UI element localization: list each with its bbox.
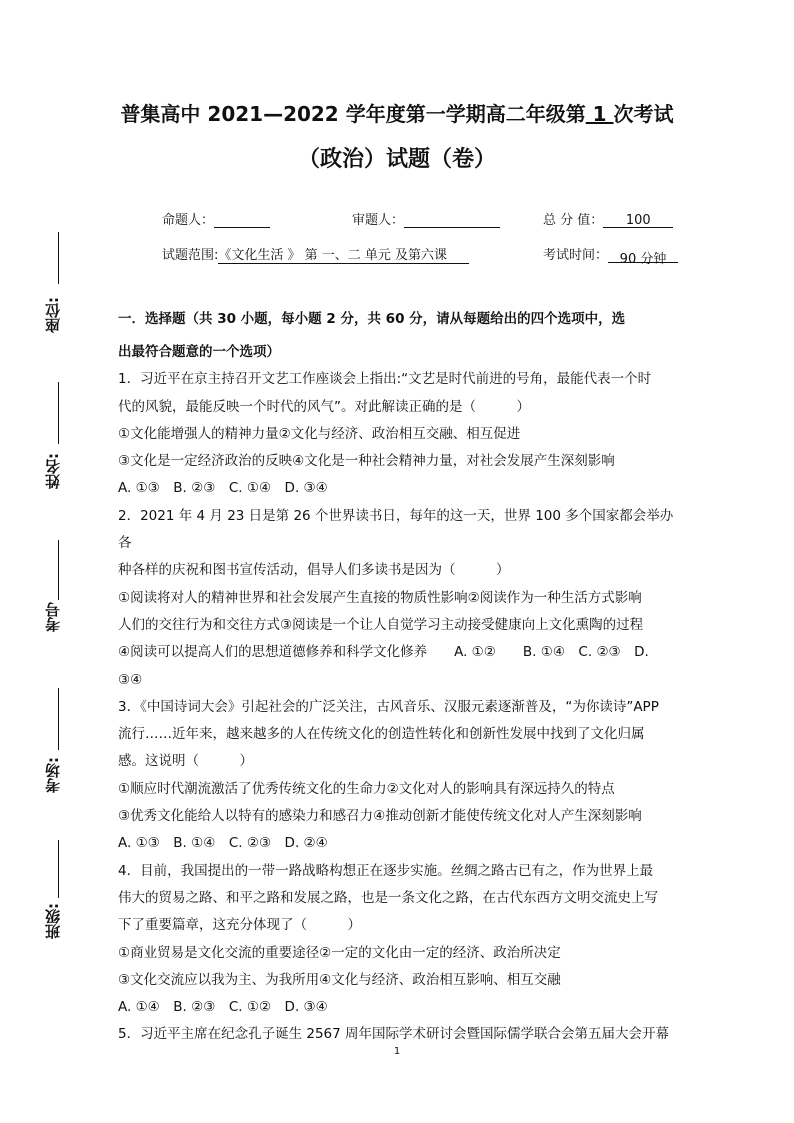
q1-answers: A. ①③ B. ②③ C. ①④ D. ③④ bbox=[118, 480, 328, 497]
q2-option-line4: ③④ bbox=[118, 671, 143, 688]
score-value: 100 bbox=[603, 213, 673, 228]
q3-stem-line3: 感。这说明（ ） bbox=[118, 753, 253, 770]
title-exam-number: 1 bbox=[585, 102, 614, 126]
q1-option-line1: ①文化能增强人的精神力量②文化与经济、政治相互交融、相互促进 bbox=[118, 425, 521, 442]
seat-label: 座位: bbox=[44, 297, 62, 333]
q5-stem-line1: 5．习近平主席在纪念孔子诞生 2567 周年国际学术研讨会暨国际儒学联合会第五届大会开幕 bbox=[118, 1026, 670, 1043]
q4-answers: A. ①④ B. ②③ C. ①② D. ③④ bbox=[118, 999, 328, 1016]
page-number: 1 bbox=[393, 1046, 401, 1057]
q2-stem-line2: 种各样的庆祝和图书宣传活动，倡导人们多读书是因为（ ） bbox=[118, 562, 510, 579]
setter-label: 命题人： bbox=[162, 213, 215, 228]
title-prefix: 普集高中 2021—2022 学年度第一学期高二年级第 bbox=[120, 102, 586, 126]
q4-stem-line3: 下了重要篇章，这充分体现了（ ） bbox=[118, 917, 361, 934]
scope-label: 试题范围: bbox=[162, 248, 219, 263]
setter-blank bbox=[214, 213, 270, 228]
q3-answers: A. ①③ B. ①④ C. ②③ D. ②④ bbox=[118, 835, 328, 852]
q3-stem-line2: 流行……近年来，越来越多的人在传统文化的创造性转化和创新性发展中找到了文化归属 bbox=[118, 726, 645, 743]
scope-value: 《文化生活 》 第 一、二 单元 及第六课 bbox=[218, 248, 448, 263]
q4-stem-line1: 4．目前，我国提出的一带一路战略构想正在逐步实施。丝绸之路古已有之，作为世界上最 bbox=[118, 862, 654, 879]
q1-stem-line2: 代的风貌，最能反映一个时代的风气”。对此解读正确的是（ ） bbox=[118, 398, 530, 415]
section-heading-line1: 一．选择题（共 30 小题，每小题 2 分，共 60 分，请从每题给出的四个选项中，选 bbox=[118, 311, 626, 327]
section-heading-line2: 出最符合题意的一个选项） bbox=[118, 344, 280, 360]
q1-stem-line1: 1．习近平在京主持召开文艺工作座谈会上指出:“文艺是时代前进的号角，最能代表一个时 bbox=[118, 371, 652, 388]
q4-option-line2: ③文化交流应以我为主、为我所用④文化与经济、政治相互影响、相互交融 bbox=[118, 971, 561, 988]
q3-option-line1: ①顺应时代潮流激活了优秀传统文化的生命力②文化对人的影响具有深远持久的特点 bbox=[118, 780, 615, 797]
q2-option-line3: ④阅读可以提高人们的思想道德修养和科学文化修养 A. ①② B. ①④ C. ②③ D. bbox=[118, 644, 649, 661]
q3-stem-line1: 3．《中国诗词大会》引起社会的广泛关注，古风音乐、汉服元素逐渐普及，“为你读诗”APP bbox=[118, 698, 659, 715]
q2-option-line2: 人们的交往行为和交往方式③阅读是一个让人自觉学习主动接受健康向上文化熏陶的过程 bbox=[118, 616, 644, 633]
reviewer-label: 审题人： bbox=[352, 213, 405, 228]
time-label: 考试时间： bbox=[543, 248, 609, 263]
class-line bbox=[58, 840, 59, 898]
q4-stem-line2: 伟大的贸易之路、和平之路和发展之路，也是一条文化之路，在古代东西方文明交流史上写 bbox=[118, 889, 658, 906]
name-line bbox=[58, 382, 59, 444]
reviewer-blank bbox=[404, 213, 500, 228]
q1-option-line2: ③文化是一定经济政治的反映④文化是一种社会精神力量，对社会发展产生深刻影响 bbox=[118, 453, 615, 470]
time-field bbox=[543, 244, 678, 267]
seat-line bbox=[58, 232, 59, 284]
room-line bbox=[58, 688, 59, 750]
title-suffix: 次考试 bbox=[613, 102, 674, 126]
class-label: 班级: bbox=[44, 903, 62, 939]
q3-option-line2: ③优秀文化能给人以特有的感染力和感召力④推动创新才能使传统文化对人产生深刻影响 bbox=[118, 808, 642, 825]
q4-option-line1: ①商业贸易是文化交流的重要途径②一定的文化由一定的经济、政治所决定 bbox=[118, 944, 561, 961]
q2-option-line1: ①阅读将对人的精神世界和社会发展产生直接的物质性影响②阅读作为一种生活方式影响 bbox=[118, 589, 642, 606]
room-label: 考场: bbox=[44, 757, 62, 793]
scope-blank bbox=[447, 249, 469, 264]
scope-field bbox=[162, 244, 469, 264]
exam-subtitle: （政治）试题（卷） bbox=[297, 147, 496, 172]
question-body bbox=[118, 307, 684, 1049]
exam-no-label: 考号 bbox=[44, 602, 62, 632]
exam-no-line bbox=[58, 540, 59, 600]
reviewer-field bbox=[352, 209, 500, 228]
name-label: 姓名: bbox=[44, 453, 62, 489]
setter-field bbox=[162, 209, 270, 228]
exam-title bbox=[0, 98, 794, 127]
time-value: 90 分钟 bbox=[608, 248, 678, 263]
q2-stem-line1: 2．2021 年 4 月 23 日是第 26 个世界读书日，每年的这一天，世界 100 多个国家都会举办各 bbox=[118, 507, 674, 552]
score-label: 总 分 值： bbox=[543, 213, 604, 228]
score-field bbox=[543, 209, 673, 228]
